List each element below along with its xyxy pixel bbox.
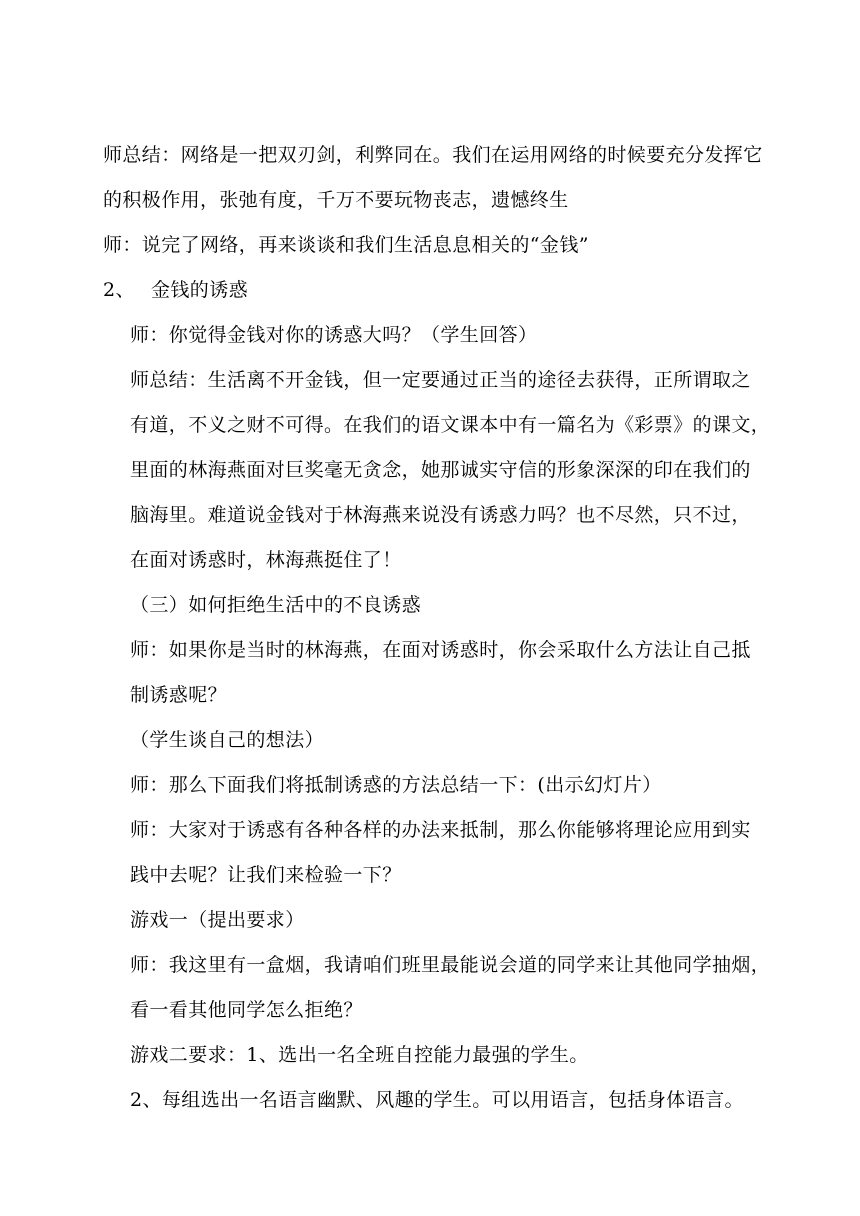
paragraph-line: 师：大家对于诱惑有各种各样的办法来抵制，那么你能够将理论应用到实 — [130, 819, 751, 841]
paragraph-line: 制诱惑呢？ — [130, 684, 228, 706]
paragraph-line: 师：你觉得金钱对你的诱惑大吗？（学生回答） — [130, 324, 538, 346]
paragraph-line: 师：我这里有一盒烟，我请咱们班里最能说会道的同学来让其他同学抽烟， — [130, 954, 771, 976]
paragraph-line: 师总结：网络是一把双刃剑，利弊同在。我们在运用网络的时候要充分发挥它 — [103, 144, 763, 166]
subsection-heading: （三）如何拒绝生活中的不良诱惑 — [130, 594, 422, 616]
paragraph-line: 有道，不义之财不可得。在我们的语文课本中有一篇名为《彩票》的课文， — [130, 414, 771, 436]
paragraph-line: 2、每组选出一名语言幽默、风趣的学生。可以用语言，包括身体语言。 — [130, 1089, 744, 1111]
paragraph-line: 脑海里。难道说金钱对于林海燕来说没有诱惑力吗？也不尽然，只不过， — [130, 504, 751, 526]
paragraph-line: 师：那么下面我们将抵制诱惑的方法总结一下：(出示幻灯片） — [130, 774, 662, 796]
section-heading — [103, 278, 248, 302]
paragraph-line: 践中去呢？让我们来检验一下？ — [130, 864, 402, 886]
paragraph-line: 的积极作用，张弛有度，千万不要玩物丧志，遗憾终生 — [103, 189, 569, 211]
paragraph-line: （学生谈自己的想法） — [130, 729, 325, 751]
paragraph-line: 师：说完了网络，再来谈谈和我们生活息息相关的“金钱” — [103, 234, 589, 256]
section-title: 金钱的诱惑 — [151, 279, 249, 301]
paragraph-line: 里面的林海燕面对巨奖毫无贪念，她那诚实守信的形象深深的印在我们的 — [130, 459, 751, 481]
paragraph-line: 游戏二要求：1、选出一名全班自控能力最强的学生。 — [130, 1044, 589, 1066]
paragraph-line: 师：如果你是当时的林海燕，在面对诱惑时，你会采取什么方法让自己抵 — [130, 639, 751, 661]
paragraph-line: 看一看其他同学怎么拒绝？ — [130, 999, 363, 1021]
paragraph-line: 游戏一（提出要求） — [130, 909, 305, 931]
section-number: 2、 — [103, 279, 135, 301]
paragraph-line: 在面对诱惑时，林海燕挺住了！ — [130, 549, 402, 571]
paragraph-line: 师总结：生活离不开金钱，但一定要通过正当的途径去获得，正所谓取之 — [130, 369, 751, 391]
